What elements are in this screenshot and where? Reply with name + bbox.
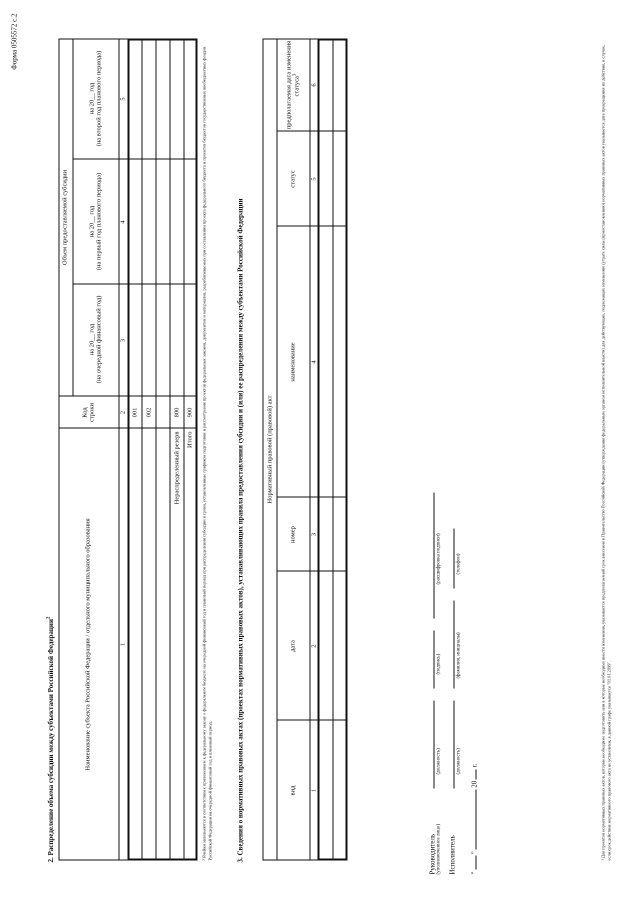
date-line: [471, 763, 479, 874]
date-quote-close: ": [470, 851, 479, 855]
column-header-name: наименование: [289, 342, 297, 382]
executor-fio-caption: (фамилия, инициалы): [456, 632, 462, 679]
column-header-year3-line1: на 20__ год: [88, 82, 95, 115]
section3-footnote: ³ Для проектов нормативных правовых актов, которые необходимо подготовить или в которые необходимо внести изменения, указывается предполагаемый срок внесения в Правительство Российской Федерации (утверждения федеральным органом исполнительной власти) для действующих, подлежащих изменению (утрате силы (приостановлению) нормативных правовых актов указывается дата прекращения их действия, в случае, если срок действия нормативного правового акта не установлен, в данной графе указывается "01.01.2099".: [600, 45, 612, 861]
head-sub-label: (уполномоченное лицо): [436, 823, 442, 875]
column-header-year3: [75, 42, 117, 156]
column-header-number: номер: [289, 526, 297, 543]
column-number: 5: [119, 97, 127, 101]
section2-footnote: ² Ячейки заполняются в соответствии с приложением к федеральному закону о федеральном бюджете на очередной финансовый год и плановый период при распределении субсидии в сроки, установленные графиком подготовки и рассмотрения проектов федеральных законов, документов и материалов, разрабатываемых при составлении проекта федерального бюджета и проектов бюджетов государственных внебюджетных фондов Российской Федерации на очередной финансовый год и плановый период.: [201, 46, 213, 861]
column-number: 2: [119, 410, 127, 415]
column-header-year2-line1: на 20__ год: [88, 205, 95, 238]
column-number: 6: [310, 83, 318, 87]
date-year-prefix: 20: [470, 780, 479, 788]
column-header-subsidy-volume: Объем предоставляемой субсидии: [61, 169, 69, 266]
executor-position-caption: (должность): [456, 748, 462, 775]
column-header-year2-line2: (на первый год планового периода): [95, 172, 103, 271]
column-header-status-change-footnote-mark: 3: [292, 73, 298, 77]
reserve-label: Нераспределенный резерв: [173, 431, 181, 505]
column-number: 3: [119, 338, 127, 343]
column-number: 5: [310, 177, 318, 181]
date-year-suffix: г.: [470, 763, 479, 768]
column-header-date: дата: [289, 640, 297, 652]
column-number: 4: [119, 220, 127, 224]
section2-title: [47, 617, 55, 863]
column-header-status-change-date-text: предполагаемая дата изменения статуса: [285, 40, 302, 130]
column-number: 3: [310, 532, 318, 537]
column-header-status: статус: [289, 170, 297, 188]
total-label: Итого: [186, 431, 194, 448]
column-header-type: вид: [289, 785, 297, 796]
column-number: 2: [310, 644, 318, 648]
executor-phone-caption: (телефон): [456, 553, 462, 575]
head-signature-caption: (подпись): [436, 653, 442, 675]
column-header-year2: [75, 163, 117, 281]
column-header-year1-line1: на 20__ год: [88, 323, 95, 356]
column-header-year1-line2: (на очередной финансовый год): [95, 295, 103, 384]
column-header-legal-act: Нормативный правовой (правовой) акт: [266, 395, 274, 504]
column-number: 1: [310, 788, 318, 793]
column-header-year1: [75, 287, 117, 393]
head-label: Руководитель: [428, 833, 437, 875]
head-position-caption: (должность): [436, 748, 442, 775]
reserve-code: 800: [173, 407, 181, 418]
section2-title-text: 2. Распределение объема субсидии между субъектами Российской Федерации: [46, 619, 55, 863]
column-number: 1: [119, 642, 127, 647]
row-code: 002: [145, 407, 153, 418]
column-header-status-change-date: [278, 41, 310, 130]
column-header-year3-line2: (на второй год планового периода): [95, 50, 103, 147]
section2-title-footnote-mark: 2: [46, 616, 52, 619]
date-quote-open: ": [470, 871, 479, 875]
row-code: 001: [131, 407, 139, 418]
rotated-form-page: [1, 0, 640, 905]
total-code: 900: [186, 407, 194, 418]
column-header-row-code: Код строки: [81, 403, 96, 422]
section3-title: 3. Сведения о нормативных правовых актах (проектах нормативных правовых актов), устанавливающих правила предоставления субсидии и (или) ее распределения между субъектами Российской Федерации: [236, 198, 245, 863]
head-decoding-caption: (расшифровка подписи): [436, 533, 442, 585]
column-number: 4: [310, 360, 318, 364]
form-code: Форма 0505572 с.2: [10, 13, 19, 70]
executor-label: Исполнитель: [448, 835, 457, 875]
column-header-subject-name: Наименование субъекта Российской Федерации / отдельного муниципального образования: [84, 518, 92, 771]
